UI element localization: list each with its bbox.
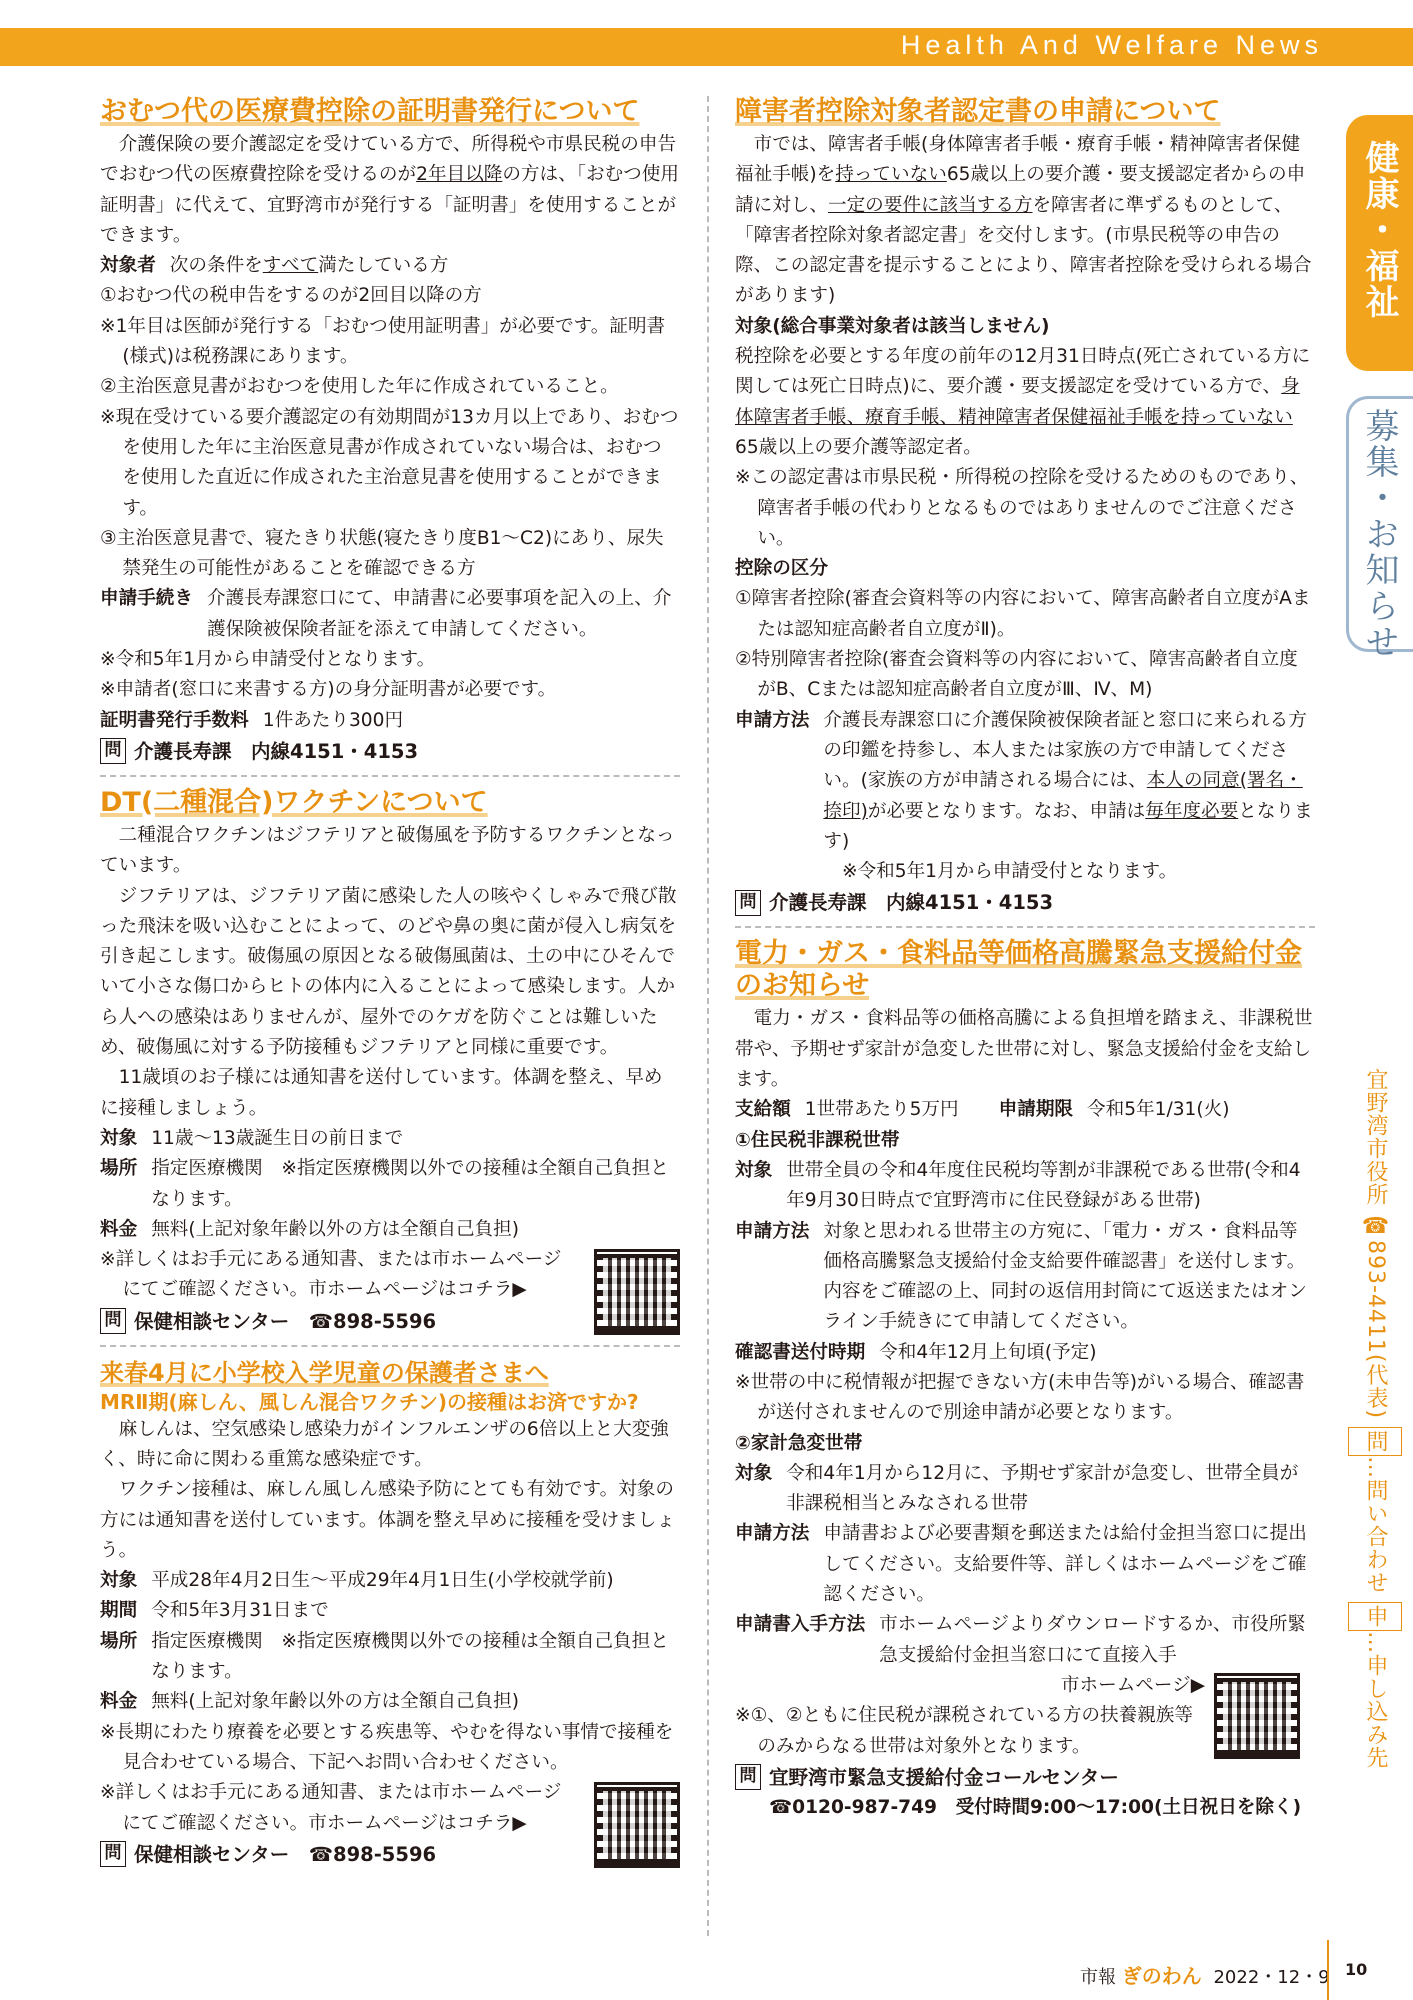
qr-code-icon[interactable] [594, 1782, 680, 1868]
fee-row: 証明書発行手数料 1件あたり300円 [100, 709, 404, 731]
inquiry-icon: 問 [100, 1308, 126, 1334]
condition-1: ①おむつ代の税申告をするのが2回目以降の方 [100, 285, 482, 307]
footer-date: 2022・12・9 [1213, 1967, 1330, 1988]
section-title: おむつ代の医療費控除の証明書発行について [100, 96, 640, 127]
section-title: DT(二種混合)ワクチンについて [100, 786, 488, 818]
period-row: 期間 令和5年3月31日まで [100, 1600, 329, 1622]
paragraph: ワクチン接種は、麻しん風しん感染予防にとても有効です。対象の方には通知書を送付しています。体調を整え早めに接種を受けましょう。 [100, 1479, 675, 1561]
paragraph: 11歳頃のお子様には通知書を送付しています。体調を整え、早めに接種しましょう。 [100, 1067, 663, 1119]
target-row: 対象 令和4年1月から12月に、予期せず家計が急変し、世帯全員が非課税相当とみなされる世帯 [735, 1462, 1299, 1515]
footer-divider [1327, 1940, 1329, 2000]
paragraph: 二種混合ワクチンはジフテリアと破傷風を予防するワクチンとなっています。 [100, 824, 675, 877]
contact-row: 問 介護長寿課 内線4151・4153 [735, 887, 1315, 918]
footer-prefix: 市報 [1080, 1967, 1116, 1988]
apply-row: 申請方法 申請書および必要書類を郵送または給付金担当窓口に提出してください。支給要件等、詳しくはホームページをご確認ください。 [735, 1523, 1307, 1606]
city-hall-phone: ☎893-4411(代表) [1363, 1214, 1388, 1420]
fee-row: 料金 無料(上記対象年齢以外の方は全額自己負担) [100, 1691, 519, 1713]
note-2: ※現在受けている要介護認定の有効期間が13カ月以上であり、おむつを使用した年に主治医意見書が作成されていない場合は、おむつを使用した直近に作成された主治意見書を使用することができます。 [100, 406, 679, 519]
side-contact-info [1350, 1068, 1402, 1769]
application-icon: 申 [1348, 1602, 1402, 1631]
amount-row: 支給額 1世帯あたり5万円 申請期限 令和5年1/31(火) [735, 1099, 1230, 1121]
page-number: 10 [1345, 1960, 1368, 1979]
note: ※この認定書は市県民税・所得税の控除を受けるためのものであり、障害者手帳の代わりとなるものではありませんのでご注意ください。 [735, 467, 1309, 549]
homepage-note: ※詳しくはお手元にある通知書、または市ホームページにてご確認ください。市ホームページはコチラ▶ [100, 1782, 562, 1834]
heading-nontaxable: ①住民税非課税世帯 [735, 1129, 900, 1151]
inquiry-icon: 問 [100, 738, 126, 764]
target-row: 対象 世帯全員の令和4年度住民税均等割が非課税である世帯(令和4年9月30日時点で宜野湾市に住民登録がある世帯) [735, 1159, 1301, 1212]
separator [100, 1345, 680, 1347]
inquiry-icon: 問 [735, 890, 761, 916]
left-column [100, 96, 680, 1878]
apply-row: 申請方法 対象と思われる世帯主の方宛に、「電力・ガス・食料品等価格高騰緊急支援給付金支給要件確認書」を送付します。内容をご確認の上、同封の返信用封筒にて返送またはオンライン手続きにて申請してください。 [735, 1220, 1307, 1333]
section-emergency-benefit [735, 938, 1315, 1823]
condition-2: ②主治医意見書がおむつを使用した年に作成されていること。 [100, 376, 619, 398]
qr-block [735, 1671, 1315, 1762]
right-column [735, 96, 1315, 1831]
brand-logo: ぎのわん [1121, 1964, 1202, 1988]
intro-text: 市では、障害者手帳(身体障害者手帳・療育手帳・精神障害者保健福祉手帳)を持っていない65歳以上の要介護・要支援認定者からの申請に対し、一定の要件に該当する方を障害者に準ずるものとして、「障害者控除対象者認定書」を交付します。(市県民税等の申告の際、この認定書を提示することにより、障害者控除を受けられる場合があります) [735, 134, 1312, 307]
section-title: 来春4月に小学校入学児童の保護者さまへ [100, 1358, 549, 1387]
section-title: 障害者控除対象者認定書の申請について [735, 96, 1221, 127]
note-1: ※1年目は医師が発行する「おむつ使用証明書」が必要です。証明書(様式)は税務課にあります。 [100, 315, 666, 368]
contact-row: 問 介護長寿課 内線4151・4153 [100, 736, 680, 767]
place-row: 場所 指定医療機関 ※指定医療機関以外での接種は全額自己負担となります。 [100, 1158, 669, 1210]
contact-row: 問 保健相談センター ☎898-5596 [100, 1306, 680, 1337]
division-2: ②特別障害者控除(審査会資料等の内容において、障害高齢者自立度がB、Cまたは認知症高齢者自立度がⅢ、Ⅳ、M) [735, 649, 1298, 701]
division-heading: 控除の区分 [735, 558, 828, 580]
application-legend: …申し込み先 [1363, 1631, 1388, 1770]
heading-sudden-change: ②家計急変世帯 [735, 1432, 863, 1454]
section-mr-vaccine [100, 1357, 680, 1870]
paragraph: 麻しんは、空気感染し感染力がインフルエンザの6倍以上と大変強く、時に命に関わる重篤な感染症です。 [100, 1418, 669, 1470]
place-row: 場所 指定医療機関 ※指定医療機関以外での接種は全額自己負担となります。 [100, 1630, 669, 1683]
contact-row: 問 宜野湾市緊急支援給付金コールセンター [735, 1762, 1315, 1793]
column-divider [707, 96, 709, 1936]
homepage-link: 市ホームページ▶ [1060, 1674, 1205, 1696]
fee-row: 料金 無料(上記対象年齢以外の方は全額自己負担) [100, 1218, 519, 1240]
section-title: 電力・ガス・食料品等価格高騰緊急支援給付金のお知らせ [735, 938, 1302, 1002]
section-disability-deduction [735, 96, 1315, 918]
intro-text: 電力・ガス・食料品等の価格高騰による負担増を踏まえ、非課税世帯や、予期せず家計が急変した世帯に対し、緊急支援給付金を支給します。 [735, 1008, 1313, 1091]
section-subtitle: MRⅡ期(麻しん、風しん混合ワクチン)の接種はお済ですか? [100, 1389, 639, 1414]
qr-block [100, 1778, 680, 1870]
send-row: 確認書送付時期 令和4年12月上旬頃(予定) [735, 1341, 1097, 1363]
qr-code-icon[interactable] [1214, 1673, 1300, 1759]
get-row: 申請書入手方法 市ホームページよりダウンロードするか、市役所緊急支援給付金担当窓口にて直接入手 [735, 1614, 1306, 1666]
call-center-phone: ☎0120-987-749 受付時間9:00〜17:00(土日祝日を除く) [769, 1796, 1302, 1818]
target-row: 対象 11歳〜13歳誕生日の前日まで [100, 1127, 404, 1149]
tab-recruit-label: 募集・お知らせ [1359, 408, 1399, 660]
city-hall-name: 宜野湾市役所 [1363, 1068, 1388, 1206]
note-3: ※令和5年1月から申請受付となります。 [100, 649, 436, 671]
footer [1080, 1960, 1330, 1989]
separator [100, 775, 680, 777]
paragraph: ジフテリアは、ジフテリア菌に感染した人の咳やくしゃみで飛び散った飛沫を吸い込むことによって、のどや鼻の奥に菌が侵入し病気を引き起こします。破傷風の原因となる破傷風菌は、土の中にひそんでいて小さな傷口からヒトの体内に入ることによって感染します。人から人への感染はありませんが、屋外でのケガを防ぐことは難しいため、破傷風に対する予防接種もジフテリアと同様に重要です。 [100, 885, 677, 1059]
tab-health-label: 健康・福祉 [1359, 140, 1399, 320]
separator [735, 926, 1315, 928]
intro-text: 介護保険の要介護認定を受けている方で、所得税や市県民税の申告でおむつ代の医療費控除を受けるのが2年目以降の方は、「おむつ使用証明書」に代えて、宜野湾市が発行する「証明書」を使用することができます。 [100, 134, 679, 246]
target-heading: 対象(総合事業対象者は該当しません) [735, 315, 1050, 337]
homepage-note: ※詳しくはお手元にある通知書、または市ホームページにてご確認ください。市ホームページはコチラ▶ [100, 1249, 562, 1301]
note-1: ※長期にわたり療養を必要とする疾患等、やむを得ない事情で接種を見合わせている場合、下記へお問い合わせください。 [100, 1721, 674, 1773]
condition-3: ③主治医意見書で、寝たきり状態(寝たきり度B1〜C2)にあり、尿失禁発生の可能性があることを確認できる方 [100, 527, 664, 580]
note-1: ※世帯の中に税情報が把握できない方(未申告等)がいる場合、確認書が送付されませんので別途申請が必要となります。 [735, 1371, 1305, 1424]
note-4: ※申請者(窓口に来書する方)の身分証明書が必要です。 [100, 679, 557, 701]
contact-row: 問 保健相談センター ☎898-5596 [100, 1839, 680, 1870]
qr-block [100, 1245, 680, 1337]
section-diaper-certificate [100, 96, 680, 767]
apply-row: 申請方法 介護長寿課窓口に介護保険被保険者証と窓口に来られる方の印鑑を持参し、本人または家族の方で申請してください。(家族の方が申請される場合には、本人の同意(署名・捺印)が必要となります。なお、申請は毎年度必要となります) ※令和5年1月から申請受付となります。 [735, 709, 1313, 883]
inquiry-icon: 問 [100, 1841, 126, 1867]
qr-code-icon[interactable] [594, 1249, 680, 1335]
inquiry-icon: 問 [735, 1764, 761, 1790]
note-2: ※①、②ともに住民税が課税されている方の扶養親族等のみからなる世帯は対象外となります。 [735, 1705, 1193, 1757]
target-row: 対象 平成28年4月2日生〜平成29年4月1日生(小学校就学前) [100, 1570, 614, 1592]
inquiry-icon: 問 [1348, 1427, 1402, 1456]
target-text: 税控除を必要とする年度の前年の12月31日時点(死亡されている方に関しては死亡日時点)に、要介護・要支援認定を受けている方で、身体障害者手帳、療育手帳、精神障害者保健福祉手帳を持っていない65歳以上の要介護等認定者。 [735, 346, 1311, 458]
inquiry-legend: …問い合わせ [1363, 1456, 1388, 1595]
division-1: ①障害者控除(審査会資料等の内容において、障害高齢者自立度がAまたは認知症高齢者自立度がⅡ)。 [735, 588, 1311, 640]
section-dt-vaccine [100, 787, 680, 1337]
target-row: 対象者 次の条件をすべて満たしている方 [100, 255, 449, 277]
header-title: Health And Welfare News [900, 30, 1323, 60]
apply-row: 申請手続き 介護長寿課窓口にて、申請書に必要事項を記入の上、介護保険被保険者証を添えて申請してください。 [100, 588, 672, 640]
